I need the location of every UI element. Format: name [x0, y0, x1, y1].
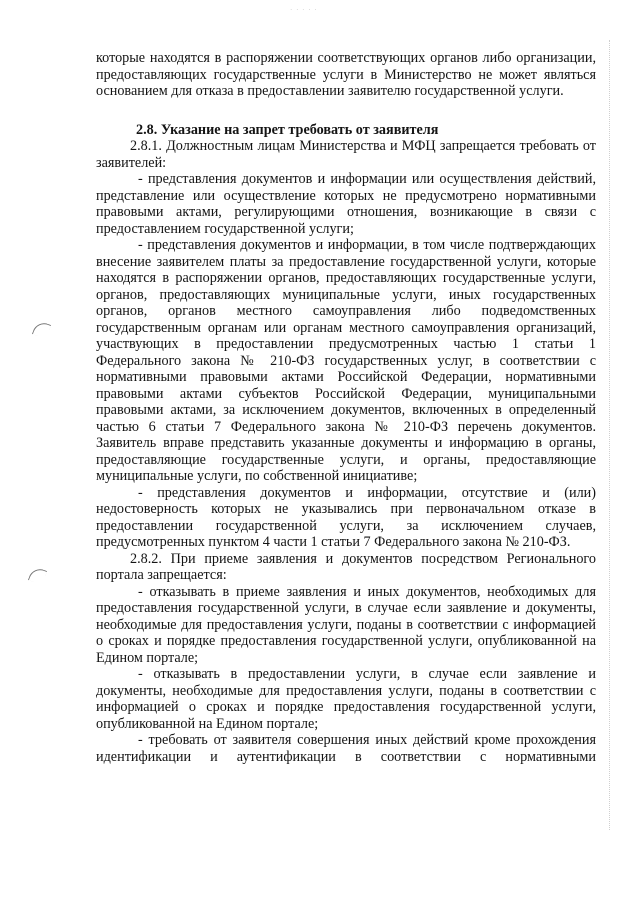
- document-body: [96, 50, 596, 765]
- list-item: - отказывать в предоставлении услуги, в случае если заявление и документы, необходимые для предоставления услуги, поданы в соответствии с информацией о сроках и порядке предоставления государственной услуги, опубликованной на Едином портале;: [96, 666, 596, 732]
- paragraph-2-8-1: 2.8.1. Должностным лицам Министерства и МФЦ запрещается требовать от заявителей:: [96, 138, 596, 171]
- list-item: - представления документов и информации или осуществления действий, представление или осуществление которых не предусмотрено нормативными правовыми актами, регулирующими отношения, возникающие в связи с предоставлением государственной услуги;: [96, 171, 596, 237]
- list-item: - отказывать в приеме заявления и иных документов, необходимых для предоставления государственной услуги, в случае если заявление и документы, необходимые для предоставления услуги, поданы в соответствии с информацией о сроках и порядке предоставления государственной услуги, опубликованной на Едином портале;: [96, 583, 596, 666]
- header-scan-mark: · · · · ·: [290, 6, 318, 14]
- list-item: - требовать от заявителя совершения иных действий кроме прохождения идентификации и аутентификации в соответствии с нормативными: [96, 732, 596, 765]
- paragraph-2-8-2: 2.8.2. При приеме заявления и документов посредством Регионального портала запрещается:: [96, 550, 596, 583]
- scan-edge-line: [609, 40, 611, 830]
- section-heading-2-8: 2.8. Указание на запрет требовать от заявителя: [136, 121, 439, 138]
- margin-hole-mark: [28, 566, 47, 585]
- paragraph-continuation: которые находятся в распоряжении соответствующих органов либо организации, предоставляющих государственные услуги в Министерство не может являться основанием для отказа в предоставлении заявителю государственной услуги.: [96, 50, 596, 99]
- list-item: - представления документов и информации, в том числе подтверждающих внесение заявителем платы за предоставление государственной услуги, которые находятся в распоряжении органов, предоставляющих государственные услуги, органов, предоставляющих муниципальные услуги, иных государственных органов, органов местного самоуправления либо подведомственных государственным органам или органам местного самоуправления организаций, участвующих в предоставлении предусмотренных частью 1 статьи 1 Федерального закона № 210-ФЗ государственных услуг, в соответствии с нормативными правовыми актами Российской Федерации, нормативными правовыми актами субъектов Российской Федерации, муниципальными правовыми актами, за исключением документов, включенных в определенный частью 6 статьи 7 Федерального закона № 210-ФЗ перечень документов. Заявитель вправе представить указанные документы и информацию в органы, предоставляющие государственные услуги, и органы, предоставляющие муниципальные услуги, по собственной инициативе;: [96, 237, 596, 484]
- margin-hole-mark: [32, 320, 51, 339]
- list-item: - представления документов и информации, отсутствие и (или) недостоверность которых не указывались при первоначальном отказе в предоставлении государственной услуги, за исключением случаев, предусмотренных пунктом 4 части 1 статьи 7 Федерального закона № 210-ФЗ.: [96, 484, 596, 550]
